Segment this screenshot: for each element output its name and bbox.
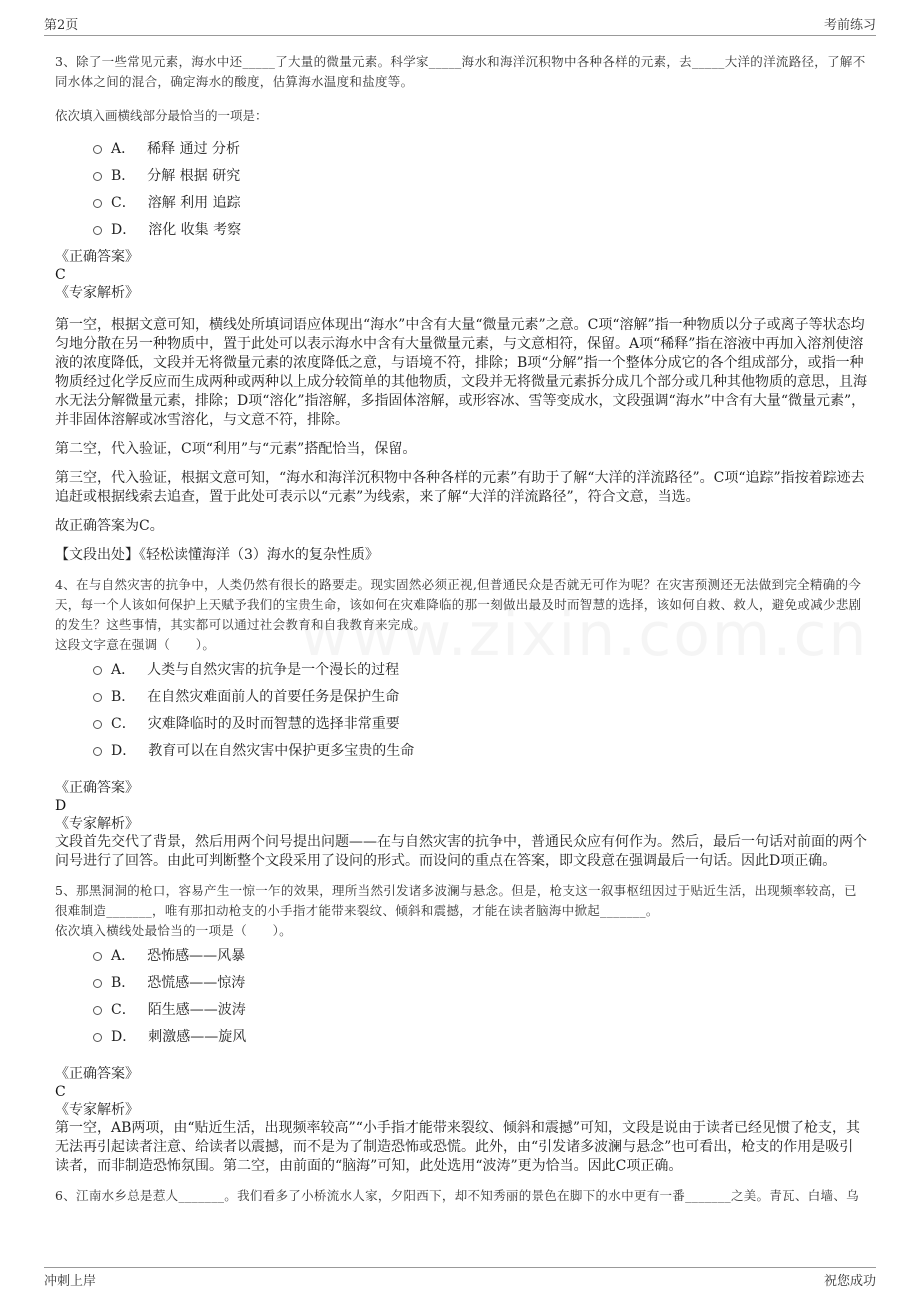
- options-list: [93, 943, 867, 1051]
- radio-icon[interactable]: [93, 1033, 102, 1042]
- answer-heading: 《正确答案》: [55, 1066, 139, 1082]
- answer-value: C: [55, 1084, 66, 1100]
- question-stem: 4、在与自然灾害的抗争中，人类仍然有很长的路要走。现实固然必须正视,但普通民众是否就无可作为呢？在灾害预测还无法做到完全精确的今天，每一个人该如何保护上天赋予我们的宝贵生命，该如何在灾难降临的那一刻做出最及时而智慧的选择，该如何自救、救人，避免或减少悲剧的发生？这些事情，其实都可以通过社会教育和自我教育来完成。: [55, 577, 862, 632]
- option-c[interactable]: C． 灾难降临时的及时而智慧的选择非常重要: [93, 711, 867, 738]
- radio-icon[interactable]: [93, 720, 102, 729]
- question-stem: 6、江南水乡总是惹人_______。我们看多了小桥流水人家，夕阳西下，却不知秀丽的景色在脚下的水中更有一番_______之美。青瓦、白墙、乌: [55, 1188, 859, 1203]
- option-b[interactable]: B． 分解 根据 研究: [93, 163, 867, 190]
- options-list: [93, 657, 867, 765]
- option-d[interactable]: D． 溶化 收集 考察: [93, 217, 867, 244]
- question-6: [55, 1186, 867, 1206]
- source-reference: 【文段出处】《轻松读懂海洋（3）海水的复杂性质》: [55, 547, 379, 563]
- footer-right: 祝您成功: [823, 1274, 876, 1289]
- analysis-heading: 《专家解析》: [55, 816, 139, 832]
- option-d[interactable]: D． 教育可以在自然灾害中保护更多宝贵的生命: [93, 738, 867, 765]
- options-list: [93, 136, 867, 244]
- page-number: 第2页: [44, 18, 79, 33]
- question-stem: 3、除了一些常见元素，海水中还_____了大量的微量元素。科学家_____海水和海洋沉积物中各种各样的元素，去_____大洋的洋流路径，了解不同水体之间的混合，确定海水的酸度，估算海水温度和盐度等。: [55, 54, 866, 89]
- page-content: [55, 52, 867, 1206]
- analysis-paragraph: 第二空，代入验证，C项“利用”与“元素”搭配恰当，保留。: [55, 441, 417, 457]
- radio-icon[interactable]: [93, 145, 102, 154]
- radio-icon[interactable]: [93, 199, 102, 208]
- radio-icon[interactable]: [93, 979, 102, 988]
- analysis-heading: 《专家解析》: [55, 1102, 139, 1118]
- option-a[interactable]: A． 稀释 通过 分析: [93, 136, 867, 163]
- page-footer: [44, 1270, 876, 1288]
- option-c[interactable]: C． 溶解 利用 追踪: [93, 190, 867, 217]
- radio-icon[interactable]: [93, 693, 102, 702]
- footer-divider: [44, 1267, 876, 1268]
- analysis-paragraph: 文段首先交代了背景，然后用两个问号提出问题——在与自然灾害的抗争中，普通民众应有何作为。然后，最后一句话对前面的两个问号进行了回答。由此可判断整个文段采用了设问的形式。而设问的重点在答案，即文段意在强调最后一句话。因此D项正确。: [55, 834, 867, 869]
- radio-icon[interactable]: [93, 1006, 102, 1015]
- question-instruction: 依次填入横线处最恰当的一项是（ ）。: [55, 923, 292, 938]
- question-5: [55, 881, 867, 1176]
- header-title: 考前练习: [823, 18, 876, 33]
- radio-icon[interactable]: [93, 666, 102, 675]
- option-d[interactable]: D． 刺激感——旋风: [93, 1024, 867, 1051]
- question-instruction: 依次填入画横线部分最恰当的一项是：: [55, 108, 268, 123]
- answer-value: D: [55, 798, 67, 814]
- radio-icon[interactable]: [93, 226, 102, 235]
- radio-icon[interactable]: [93, 747, 102, 756]
- option-b[interactable]: B． 在自然灾难面前人的首要任务是保护生命: [93, 684, 867, 711]
- radio-icon[interactable]: [93, 172, 102, 181]
- analysis-heading: 《专家解析》: [55, 285, 139, 301]
- option-c[interactable]: C． 陌生感——波涛: [93, 997, 867, 1024]
- question-stem: 5、那黑洞洞的枪口，容易产生一惊一乍的效果，理所当然引发诸多波澜与悬念。但是，枪支这一叙事枢纽因过于贴近生活，出现频率较高，已很难制造_______，唯有那扣动枪支的小手指才能带来裂纹、倾斜和震撼，才能在读者脑海中掀起_______。: [55, 883, 857, 918]
- analysis-paragraph: 第一空，根据文意可知，横线处所填词语应体现出“海水”中含有大量“微量元素”之意。C项“溶解”指一种物质以分子或离子等状态均匀地分散在另一种物质中，置于此处可以表示海水中含有大量微量元素，与文意相符，保留。A项“稀释”指在溶液中再加入溶剂使溶液的浓度降低，文段并无将微量元素的浓度降低之意，与语境不符，排除；B项“分解”指一个整体分成它的各个组成部分，或指一种物质经过化学反应而生成两种或两种以上成分较简单的其他物质，文段并无将微量元素拆分成几个部分或几种其他物质的意思，且海水无法分解微量元素，排除；D项“溶化”指溶解，多指固体溶解，或形容冰、雪等变成水，文段强调“海水”中含有大量“微量元素”，并非固体溶解或冰雪溶化，与文意不符，排除。: [55, 317, 867, 428]
- question-4: [55, 575, 867, 871]
- question-3: [55, 52, 867, 565]
- analysis-paragraph: 第三空，代入验证，根据文意可知，“海水和海洋沉积物中各种各样的元素”有助于了解“大洋的洋流路径”。C项“追踪”指按着踪迹去追赶或根据线索去追查，置于此处可表示以“元素”为线索，来了解“大洋的洋流路径”，符合文意，当选。: [55, 470, 865, 505]
- option-b[interactable]: B． 恐慌感——惊涛: [93, 970, 867, 997]
- answer-heading: 《正确答案》: [55, 780, 139, 796]
- option-a[interactable]: A． 恐怖感——风暴: [93, 943, 867, 970]
- footer-left: 冲刺上岸: [44, 1274, 97, 1289]
- analysis-conclusion: 故正确答案为C。: [55, 518, 164, 534]
- option-a[interactable]: A． 人类与自然灾害的抗争是一个漫长的过程: [93, 657, 867, 684]
- question-instruction: 这段文字意在强调（ ）。: [55, 637, 216, 652]
- radio-icon[interactable]: [93, 952, 102, 961]
- page-header: [44, 14, 876, 32]
- answer-heading: 《正确答案》: [55, 249, 139, 265]
- answer-value: C: [55, 267, 66, 283]
- analysis-paragraph: 第一空，AB两项，由“贴近生活，出现频率较高”“小手指才能带来裂纹、倾斜和震撼”可知，文段是说由于读者已经见惯了枪支，其无法再引起读者注意、给读者以震撼，而不是为了制造恐怖或恐慌。此外，由“引发诸多波澜与悬念”也可看出，枪支的作用是吸引读者，而非制造恐怖氛围。第二空，由前面的“脑海”可知，此处选用“波涛”更为恰当。因此C项正确。: [55, 1120, 861, 1174]
- header-divider: [44, 35, 876, 36]
